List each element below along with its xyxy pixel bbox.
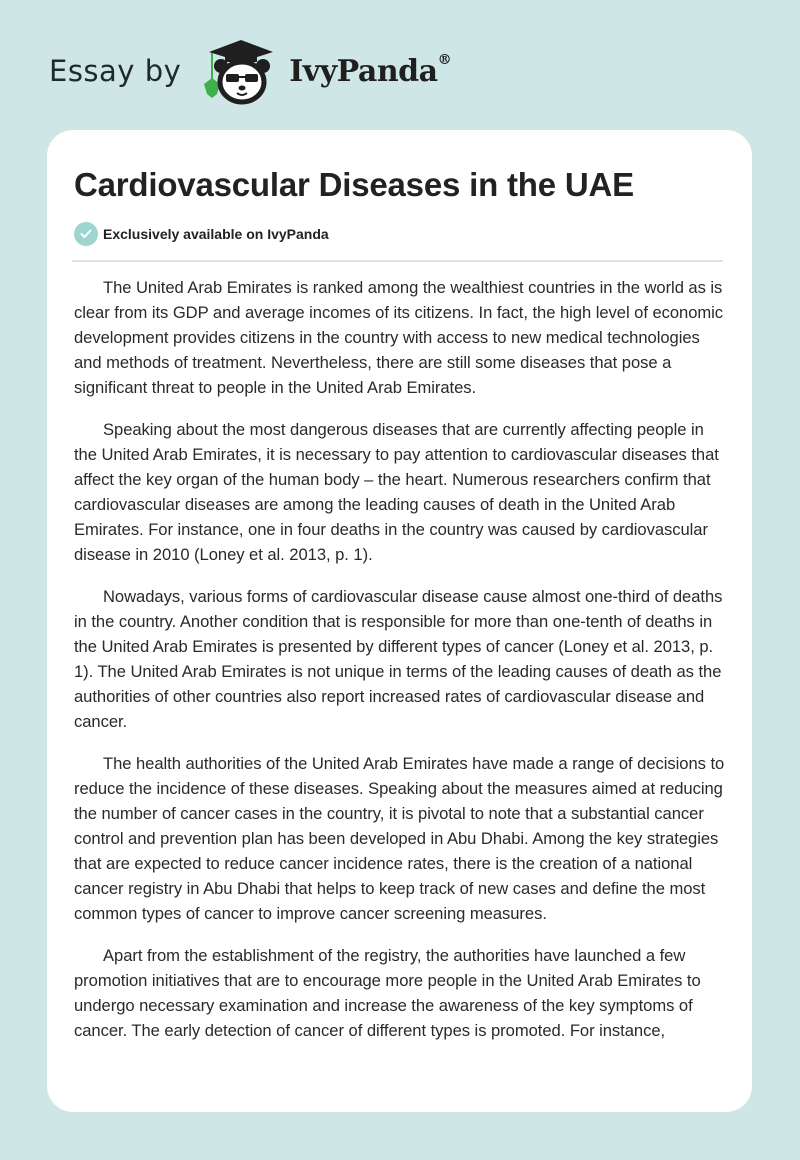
divider bbox=[72, 260, 723, 262]
brand-name[interactable] bbox=[289, 51, 452, 89]
paragraph: Nowadays, various forms of cardiovascular disease cause almost one-third of deaths in the country. Another condition that is responsible for more than one-tenth of deaths in the United Arab Emirates is presented by different types of cancer (Loney et al. 2013, p. 1). The United Arab Emirates is not unique in terms of the leading causes of death as the authorities of other countries also report increased rates of cardiovascular disease and cancer. bbox=[74, 587, 723, 731]
essay-body bbox=[74, 275, 726, 1060]
essay-card bbox=[47, 130, 752, 1112]
registered-mark: ® bbox=[437, 51, 452, 68]
site-header bbox=[49, 36, 451, 106]
paragraph: The health authorities of the United Arab Emirates have made a range of decisions to reduce the incidence of these diseases. Speaking about the measures aimed at reducing the number of cancer cases in the country, it is pivotal to note that a substantial cancer control and prevention plan has been developed in Abu Dhabi. Among the key strategies that are expected to reduce cancer incidence rates, there is the creation of a national cancer registry in Abu Dhabi that helps to keep track of new cases and define the most common types of cancer to improve cancer screening measures. bbox=[74, 754, 725, 923]
essay-by-label: Essay by bbox=[49, 54, 182, 88]
brand-name-text: IvyPanda bbox=[289, 53, 438, 89]
panda-graduate-logo-icon[interactable] bbox=[199, 36, 285, 106]
paragraph: The United Arab Emirates is ranked among the wealthiest countries in the world as is clear from its GDP and average incomes of its citizens. In fact, the high level of economic development provides citizens in the country with access to new medical technologies and methods of treatment. Nevertheless, there are still some diseases that pose a significant threat to people in the United Arab Emirates. bbox=[74, 278, 724, 397]
page-title: Cardiovascular Diseases in the UAE bbox=[74, 166, 634, 203]
exclusive-badge bbox=[74, 222, 329, 246]
check-circle-icon bbox=[74, 222, 98, 246]
exclusive-label: Exclusively available on IvyPanda bbox=[103, 226, 329, 242]
paragraph: Speaking about the most dangerous diseases that are currently affecting people in the United Arab Emirates, it is necessary to pay attention to cardiovascular diseases that affect the key organ of the human body – the heart. Numerous researchers confirm that cardiovascular diseases are among the leading causes of death in the United Arab Emirates. For instance, one in four deaths in the country was caused by cardiovascular disease in 2010 (Loney et al. 2013, p. 1). bbox=[74, 420, 719, 564]
paragraph: Apart from the establishment of the registry, the authorities have launched a few promotion initiatives that are to encourage more people in the United Arab Emirates to undergo necessary examination and increase the awareness of the key symptoms of cancer. The early detection of cancer of different types is promoted. For instance, bbox=[74, 946, 701, 1040]
